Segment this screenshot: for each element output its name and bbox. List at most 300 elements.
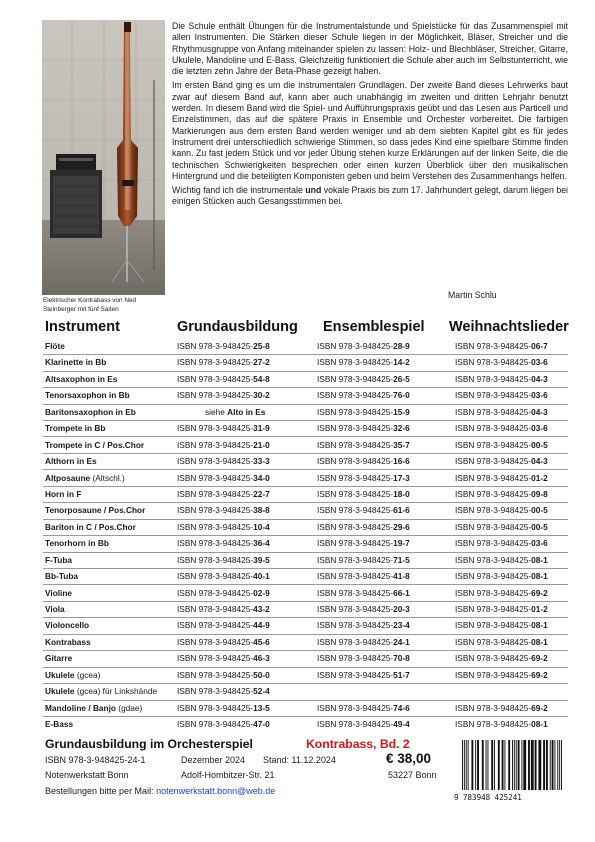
isbn-suffix: 21-0 [253,439,270,450]
grundausbildung-isbn [177,371,270,387]
table-row [0,404,595,420]
instrument-cell [45,437,144,453]
isbn-suffix: 50-0 [253,669,270,680]
isbn-prefix: ISBN 978-3-948425- [317,636,394,647]
footer-order-prefix: Bestellungen bitte per Mail: [45,786,157,796]
instrument-name [45,354,106,370]
weihnachtslieder-isbn [455,667,548,683]
isbn-prefix: ISBN 978-3-948425- [317,505,394,516]
isbn-suffix: 30-2 [253,390,270,401]
instrument-label: Altsaxophon in Es [45,373,118,384]
barcode-bar [552,740,554,790]
instrument-label: Viola [45,604,65,614]
isbn-suffix: 04-3 [531,406,548,417]
isbn-prefix: ISBN 978-3-948425- [177,604,254,614]
isbn-suffix: 08-1 [531,719,548,730]
barcode-bar [502,740,504,790]
ensemblespiel-isbn [317,601,410,617]
isbn-suffix: 18-0 [393,488,410,499]
isbn-suffix: 17-3 [393,472,410,483]
isbn-prefix: ISBN 978-3-948425- [455,604,532,614]
isbn-prefix: ISBN 978-3-948425- [317,456,394,467]
table-row [0,601,595,617]
instrument-label: Flöte [45,341,65,351]
isbn-prefix: ISBN 978-3-948425- [455,702,532,713]
isbn-suffix: 03-6 [531,538,548,549]
isbn-suffix: 44-9 [253,620,270,631]
instrument-name [45,535,109,551]
grundausbildung-isbn [177,519,270,535]
isbn-suffix: 74-6 [393,702,410,713]
ensemblespiel-isbn [317,650,410,666]
barcode-bar [554,740,555,790]
isbn-suffix: 08-1 [531,620,548,631]
isbn-suffix: 27-2 [253,357,270,368]
isbn-suffix: 71-5 [393,554,410,565]
barcode-bar [528,740,530,790]
instrument-cell [45,453,97,469]
weihnachtslieder-isbn [455,404,548,420]
instrument-name [45,552,72,568]
isbn-prefix: ISBN 978-3-948425- [455,488,532,499]
instrument-name [45,404,136,420]
isbn-prefix: ISBN 978-3-948425- [317,488,394,499]
instrument-label: Trompete in C / Pos.Chor [45,439,145,450]
isbn-prefix: ISBN 978-3-948425- [317,538,394,549]
cover-photo [42,20,165,295]
instrument-name [45,338,65,354]
isbn-suffix: 10-4 [253,521,270,532]
instrument-cell [45,486,81,502]
table-row [0,716,595,732]
isbn-prefix: ISBN 978-3-948425- [317,702,394,713]
instrument-label: Tenorhorn in Bb [45,538,109,549]
intro-p3-bold: und [305,185,322,196]
isbn-prefix: ISBN 978-3-948425- [317,521,394,532]
isbn-suffix: 01-2 [531,472,548,483]
instrument-label: Horn in F [45,488,82,499]
grundausbildung-isbn [177,420,270,436]
instrument-cell [45,404,136,420]
ensemblespiel-isbn [317,568,410,584]
isbn-prefix: siehe [205,406,228,417]
weihnachtslieder-isbn [455,650,548,666]
isbn-prefix: ISBN 978-3-948425- [177,587,254,598]
isbn-prefix: ISBN 978-3-948425- [177,538,254,549]
table-row [0,470,595,486]
instrument-label: Bb-Tuba [45,571,79,582]
isbn-prefix: ISBN 978-3-948425- [455,538,532,549]
barcode-bar [477,740,479,790]
barcode-bar [487,740,488,790]
table-row [0,453,595,469]
photo-caption: Elektrischer Kontrabass von Ned Steinberger mit fünf Saiten [43,297,137,313]
intro-paragraph-1: Die Schule enthält Übungen für die Instrumentalstunde und Spielstücke für das Zusammenspiel mit allen Instrumenten. Die Stärken dieser Schule liegen in der Möglichkeit, Bläser, Streicher und die Rhythmusgruppe von Anfang miteinander spielen zu lassen: Holz- und Blechbläser, Streicher, Gitarre, Ukulele, Mandoline und E-Bass. Gleichzeitig funktioniert die Schule aber auch im Selbstunterricht, wie die letzten zehn Jahre der Beta-Phase gezeigt haben. [172,21,568,77]
footer-stand: Stand: 11.12.2024 [263,755,336,765]
instrument-name [45,585,72,601]
table-row [0,387,595,403]
instrument-label: Altposaune [45,472,91,483]
isbn-suffix: 13-5 [253,702,270,713]
instrument-cell [45,535,109,551]
instrument-cell [45,387,130,403]
isbn-suffix: 00-5 [531,521,548,532]
barcode-bars [454,738,570,792]
barcode-bar [491,740,493,790]
barcode-bar [512,740,513,790]
weihnachtslieder-isbn [455,437,548,453]
instrument-cell [45,617,89,633]
isbn-suffix: 09-8 [531,488,548,499]
footer-street: Adolf-Hombitzer-Str. 21 [181,770,275,780]
isbn-suffix: 29-6 [393,521,410,532]
isbn-suffix: 26-5 [393,373,410,384]
isbn-barcode [454,738,570,802]
ensemblespiel-isbn [317,437,410,453]
weihnachtslieder-isbn [455,634,548,650]
isbn-suffix: 24-1 [393,636,410,647]
ensemblespiel-isbn [317,552,410,568]
ensemblespiel-isbn [317,371,410,387]
instrument-name [45,650,72,666]
isbn-prefix: ISBN 978-3-948425- [317,423,394,434]
isbn-prefix: ISBN 978-3-948425- [177,669,254,680]
isbn-prefix: ISBN 978-3-948425- [177,423,254,434]
isbn-prefix: ISBN 978-3-948425- [317,472,394,483]
grundausbildung-isbn [177,667,270,683]
instrument-label: Baritonsaxophon in Eb [45,406,136,417]
ensemblespiel-isbn [317,585,410,601]
grundausbildung-isbn [205,404,265,420]
weihnachtslieder-isbn [455,387,548,403]
grundausbildung-isbn [177,601,270,617]
instrument-name [45,568,78,584]
isbn-prefix: ISBN 978-3-948425- [177,653,254,664]
isbn-suffix: 49-4 [393,719,410,730]
intro-p3-before: Wichtig fand ich die instrumentale [172,185,306,196]
isbn-suffix: 16-6 [393,456,410,467]
isbn-prefix: ISBN 978-3-948425- [317,390,394,401]
isbn-suffix: 46-3 [253,653,270,664]
barcode-bar [504,740,505,790]
barcode-bar [543,740,545,790]
grundausbildung-isbn [177,502,270,518]
instrument-cell [45,585,72,601]
isbn-suffix: 23-4 [393,620,410,631]
instrument-label: Tenorsaxophon in Bb [45,390,130,401]
table-row [0,585,595,601]
barcode-bar [550,740,551,790]
electric-double-bass-image [42,20,165,295]
header-weihnachtslieder: Weihnachtslieder [449,319,569,335]
isbn-suffix: 69-2 [531,653,548,664]
weihnachtslieder-isbn [455,716,548,732]
isbn-prefix: ISBN 978-3-948425- [177,636,254,647]
weihnachtslieder-isbn [455,486,548,502]
isbn-suffix: 03-6 [531,357,548,368]
isbn-suffix: 41-8 [393,571,410,582]
footer-order-line [45,786,275,796]
instrument-cell [45,683,157,699]
weihnachtslieder-isbn [455,552,548,568]
grundausbildung-isbn [177,453,270,469]
isbn-prefix: ISBN 978-3-948425- [177,456,254,467]
isbn-suffix: 04-3 [531,373,548,384]
table-row [0,617,595,633]
table-row [0,650,595,666]
instrument-name [45,502,145,518]
isbn-suffix: 04-3 [531,456,548,467]
instrument-label: Ukulele [45,686,75,697]
isbn-suffix: 33-3 [253,456,270,467]
isbn-suffix: 31-9 [253,423,270,434]
isbn-suffix: 08-1 [531,554,548,565]
barcode-bar [482,740,484,790]
isbn-suffix: 38-8 [253,505,270,516]
barcode-bar [535,740,537,790]
barcode-bar [486,740,487,790]
barcode-bar [518,740,520,790]
grundausbildung-isbn [177,486,270,502]
barcode-bar [514,740,515,790]
isbn-prefix: ISBN 978-3-948425- [177,373,254,384]
isbn-prefix: ISBN 978-3-948425- [317,554,394,565]
ensemblespiel-isbn [317,502,410,518]
barcode-bar [538,740,541,790]
isbn-prefix: ISBN 978-3-948425- [317,587,394,598]
weihnachtslieder-isbn [455,700,548,716]
ensemblespiel-isbn [317,667,410,683]
barcode-bar [559,740,560,790]
grundausbildung-isbn [177,585,270,601]
grundausbildung-isbn [177,716,270,732]
instrument-cell [45,716,73,732]
isbn-prefix: ISBN 978-3-948425- [455,373,532,384]
isbn-suffix: 47-0 [253,719,270,730]
isbn-prefix: ISBN 978-3-948425- [177,341,254,351]
barcode-bar [531,740,534,790]
weihnachtslieder-isbn [455,585,548,601]
instrument-note: (gdae) [116,702,143,713]
instrument-name [45,486,81,502]
weihnachtslieder-isbn [455,420,548,436]
isbn-prefix: ISBN 978-3-948425- [177,554,254,565]
barcode-bar [546,740,548,790]
isbn-suffix: 06-7 [531,341,548,351]
isbn-prefix: ISBN 978-3-948425- [177,439,254,450]
footer-price: € 38,00 [386,751,432,766]
ensemblespiel-isbn [317,387,410,403]
isbn-prefix: ISBN 978-3-948425- [455,571,532,582]
barcode-digits: 9 783948 425241 [454,793,522,802]
intro-paragraph-2: Im ersten Band ging es um die instrumentalen Grundlagen. Der zweite Band dieses Lehrwerks baut zwar auf diesem Band auf, kann aber auch unabhängig im zweiten und dritten Lehrjahr benutzt werden. In diesem Band wird die Spiel- und Aufführungspraxis geübt und das Lesen aus Particell und Einzelstimmen, das auf die spätere Praxis in Ensemble und Orchester vorbereitet. Die farbigen Markierungen aus dem ersten Band werden weniger und ab dem siebten Kapitel gibt es für jedes Instrument drei unterschiedlich schwierige Stimmen, so dass jedes Kind eine spielbare Stimme finden kann. Zu fast jedem Stück und vor jeder Übung stehen kurze Erklärungen auf der linken Seite, die die technischen Schwierigkeiten besprechen oder einen kurzen Überblick über den musikalischen Hintergrund und die beteiligten Komponisten geben und beim Verstehen des Zusammenhangs helfen. [172,80,568,181]
isbn-suffix: 03-6 [531,423,548,434]
isbn-prefix: ISBN 978-3-948425- [455,390,532,401]
isbn-prefix: ISBN 978-3-948425- [177,472,254,483]
barcode-bar [508,740,510,790]
isbn-prefix: ISBN 978-3-948425- [455,472,532,483]
ensemblespiel-isbn [317,338,410,354]
weihnachtslieder-isbn [455,568,548,584]
table-row [0,486,595,502]
table-row [0,634,595,650]
instrument-name [45,667,100,683]
isbn-suffix: 35-7 [393,439,410,450]
table-row [0,502,595,518]
isbn-prefix: ISBN 978-3-948425- [455,456,532,467]
ensemblespiel-isbn [317,470,410,486]
isbn-prefix: ISBN 978-3-948425- [177,390,254,401]
instrument-name [45,371,117,387]
weihnachtslieder-isbn [455,470,548,486]
weihnachtslieder-isbn [455,519,548,535]
instrument-name [45,387,130,403]
barcode-bar [498,740,500,790]
barcode-bar [475,740,476,790]
isbn-suffix: 66-1 [393,587,410,598]
table-row [0,700,595,716]
barcode-bar [557,740,558,790]
isbn-prefix: ISBN 978-3-948425- [455,620,532,631]
instrument-name [45,519,136,535]
instrument-cell [45,354,106,370]
instrument-label: Ukulele [45,669,75,680]
instrument-cell [45,420,105,436]
barcode-bar [466,740,467,790]
isbn-suffix: 39-5 [253,554,270,565]
isbn-prefix: ISBN 978-3-948425- [317,373,394,384]
isbn-suffix: 34-0 [253,472,270,483]
grundausbildung-isbn [177,387,270,403]
isbn-suffix: 32-6 [393,423,410,434]
instrument-name [45,437,144,453]
instrument-name [45,634,91,650]
isbn-prefix: ISBN 978-3-948425- [177,686,254,697]
isbn-suffix: Alto in Es [227,406,266,417]
isbn-suffix: 28-9 [393,341,410,351]
isbn-prefix: ISBN 978-3-948425- [455,341,532,351]
instrument-note: (gcea) für Linkshände [74,686,158,697]
barcode-bar [468,740,469,790]
footer-date: Dezember 2024 [181,755,246,765]
intro-text [172,21,568,208]
instrument-cell [45,502,145,518]
grundausbildung-isbn [177,552,270,568]
instrument-name [45,470,125,486]
header-ensemblespiel: Ensemblespiel [323,319,425,335]
weihnachtslieder-isbn [455,354,548,370]
ensemblespiel-isbn [317,716,410,732]
isbn-prefix: ISBN 978-3-948425- [455,521,532,532]
table-row [0,338,595,354]
table-row [0,552,595,568]
isbn-suffix: 45-6 [253,636,270,647]
footer-title: Grundausbildung im Orchesterspiel [45,737,253,751]
isbn-suffix: 22-7 [253,488,270,499]
barcode-bar [471,740,473,790]
table-row [0,667,595,683]
isbn-prefix: ISBN 978-3-948425- [177,488,254,499]
ensemblespiel-isbn [317,354,410,370]
grundausbildung-isbn [177,683,270,699]
isbn-suffix: 43-2 [253,604,270,614]
grundausbildung-isbn [177,535,270,551]
isbn-suffix: 15-9 [393,406,410,417]
instrument-name [45,453,97,469]
instrument-cell [45,568,78,584]
grundausbildung-isbn [177,338,270,354]
table-row [0,519,595,535]
ensemblespiel-isbn [317,535,410,551]
footer-isbn: ISBN 978-3-948425-24-1 [45,755,146,765]
isbn-suffix: 25-8 [253,341,270,351]
barcode-bar [462,740,463,790]
instrument-label: Gitarre [45,653,73,664]
ensemblespiel-isbn [317,519,410,535]
isbn-suffix: 00-5 [531,505,548,516]
isbn-suffix: 01-2 [531,604,548,614]
isbn-prefix: ISBN 978-3-948425- [455,653,532,664]
instrument-name [45,700,142,716]
table-row [0,437,595,453]
isbn-prefix: ISBN 978-3-948425- [455,505,532,516]
table-header [0,319,595,337]
instrument-label: Kontrabass [45,636,91,647]
instrument-label: F-Tuba [45,554,73,565]
ensemblespiel-isbn [317,453,410,469]
grundausbildung-isbn [177,354,270,370]
table-row [0,568,595,584]
isbn-prefix: ISBN 978-3-948425- [317,357,394,368]
table-row [0,354,595,370]
weihnachtslieder-isbn [455,502,548,518]
instrument-cell [45,650,72,666]
ensemblespiel-isbn [317,404,410,420]
isbn-prefix: ISBN 978-3-948425- [455,587,532,598]
isbn-prefix: ISBN 978-3-948425- [317,669,394,680]
instrument-label: Violoncello [45,620,90,631]
barcode-bar [561,740,562,790]
isbn-suffix: 54-8 [253,373,270,384]
instrument-label: Althorn in Es [45,456,97,467]
isbn-prefix: ISBN 978-3-948425- [455,357,532,368]
ensemblespiel-isbn [317,420,410,436]
instrument-note: (Altschl.) [90,472,125,483]
instrument-cell [45,371,117,387]
instrument-name [45,420,105,436]
footer-city: 53227 Bonn [388,770,437,780]
isbn-suffix: 61-6 [393,505,410,516]
grundausbildung-isbn [177,700,270,716]
grundausbildung-isbn [177,568,270,584]
isbn-prefix: ISBN 978-3-948425- [177,719,254,730]
instrument-label: Mandoline / Banjo [45,702,116,713]
instrument-label: Klarinette in Bb [45,357,107,368]
isbn-prefix: ISBN 978-3-948425- [177,357,254,368]
isbn-prefix: ISBN 978-3-948425- [317,571,394,582]
footer-email-link[interactable]: notenwerkstatt.bonn@web.de [156,786,276,796]
instrument-name [45,683,157,699]
footer-subtitle: Kontrabass, Bd. 2 [306,737,410,751]
instrument-cell [45,700,142,716]
isbn-prefix: ISBN 978-3-948425- [177,505,254,516]
ensemblespiel-isbn [317,486,410,502]
footer-publisher: Notenwerkstatt Bonn [45,770,129,780]
isbn-prefix: ISBN 978-3-948425- [455,669,532,680]
barcode-bar [521,740,522,790]
grundausbildung-isbn [177,617,270,633]
isbn-prefix: ISBN 978-3-948425- [317,439,394,450]
